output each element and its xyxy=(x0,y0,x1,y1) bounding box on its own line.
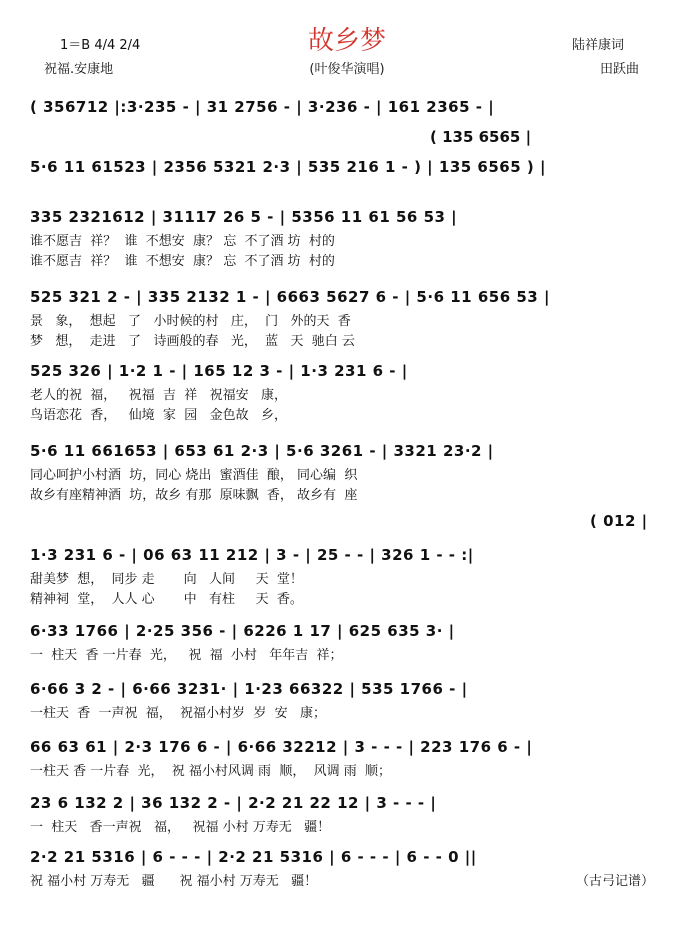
transcriber-credit: （古弓记谱） xyxy=(575,874,654,889)
notation-line-sub: ( 135 6565 | xyxy=(430,128,532,146)
notation-line: 525 321 2 - | 335 2132 1 - | 6663 5627 6 - | 5·6 11 656 53 | xyxy=(30,288,550,306)
notation-line: 5·6 11 661653 | 653 61 2·3 | 5·6 3261 - | 3321 23·2 | xyxy=(30,442,494,460)
notation-line: 6·33 1766 | 2·25 356 - | 6226 1 17 | 625 635 3· | xyxy=(30,622,455,640)
lyric-line: 老人的祝 福， 祝福 吉 祥 祝福安 康， xyxy=(30,388,287,403)
notation-line: 2·2 21 5316 | 6 - - - | 2·2 21 5316 | 6 - - - | 6 - - 0 || xyxy=(30,848,477,866)
lyric-line: 鸟语恋花 香， 仙境 家 园 金色故 乡， xyxy=(30,408,287,423)
dedication: 祝福.安康地 xyxy=(44,62,114,77)
notation-line: 23 6 132 2 | 36 132 2 - | 2·2 21 22 12 | 3 - - - | xyxy=(30,794,437,812)
lyric-line: 谁不愿吉 祥？ 谁 不想安 康？ 忘 不了酒 坊 村的 xyxy=(30,234,335,249)
notation-line: ( 356712 |:3·235 - | 31 2756 - | 3·236 - | 161 2365 - | xyxy=(30,98,495,116)
lyric-line: 一 柱天 香一声祝 福， 祝福 小村 万寿无 疆！ xyxy=(30,820,331,835)
notation-line: 525 326 | 1·2 1 - | 165 12 3 - | 1·3 231 6 - | xyxy=(30,362,408,380)
notation-line: 6·66 3 2 - | 6·66 3231· | 1·23 66322 | 535 1766 - | xyxy=(30,680,468,698)
key-signature: 1＝B 4/4 2/4 xyxy=(60,38,141,53)
lyric-line: 一柱天 香 一声祝 福， 祝福小村岁 岁 安 康； xyxy=(30,706,326,721)
notation-line: 66 63 61 | 2·3 176 6 - | 6·66 32212 | 3 - - - | 223 176 6 - | xyxy=(30,738,533,756)
notation-line: 1·3 231 6 - | 06 63 11 212 | 3 - | 25 - - | 326 1 - - :| xyxy=(30,546,474,564)
lyric-line: 精神祠 堂， 人人 心 中 有柱 天 香。 xyxy=(30,592,303,607)
lyric-line: 谁不愿吉 祥？ 谁 不想安 康？ 忘 不了酒 坊 村的 xyxy=(30,254,335,269)
notation-line: ( 012 | xyxy=(590,512,648,530)
lyric-line: 祝 福小村 万寿无 疆 祝 福小村 万寿无 疆！ xyxy=(30,874,318,889)
lyric-line: 故乡有座精神酒 坊，故乡 有那 原味飘 香， 故乡有 座 xyxy=(30,488,358,503)
notation-line: 335 2321612 | 31117 26 5 - | 5356 11 61 56 53 | xyxy=(30,208,458,226)
lyric-line: 一柱天 香 一片春 光， 祝 福小村风调 雨 顺， 风调 雨 顺； xyxy=(30,764,391,779)
notation-line: 5·6 11 61523 | 2356 5321 2·3 | 535 216 1 - ) | 135 6565 ) | xyxy=(30,158,546,176)
lyric-line: 同心呵护小村酒 坊，同心 烧出 蜜酒佳 酿， 同心编 织 xyxy=(30,468,358,483)
composer-credit: 田跃曲 xyxy=(600,62,640,77)
singer-credit: (叶俊华演唱) xyxy=(309,62,385,77)
lyric-line: 景 象， 想起 了 小时候的村 庄， 门 外的天 香 xyxy=(30,314,351,329)
lyric-line: 梦 想， 走进 了 诗画般的春 光， 蓝 天 驰白 云 xyxy=(30,334,355,349)
lyric-line: 一 柱天 香 一片春 光， 祝 福 小村 年年吉 祥； xyxy=(30,648,343,663)
lyricist-credit: 陆祥康词 xyxy=(572,38,625,53)
lyric-line: 甜美梦 想， 同步 走 向 人间 天 堂！ xyxy=(30,572,303,587)
song-title: 故乡梦 xyxy=(307,26,386,56)
